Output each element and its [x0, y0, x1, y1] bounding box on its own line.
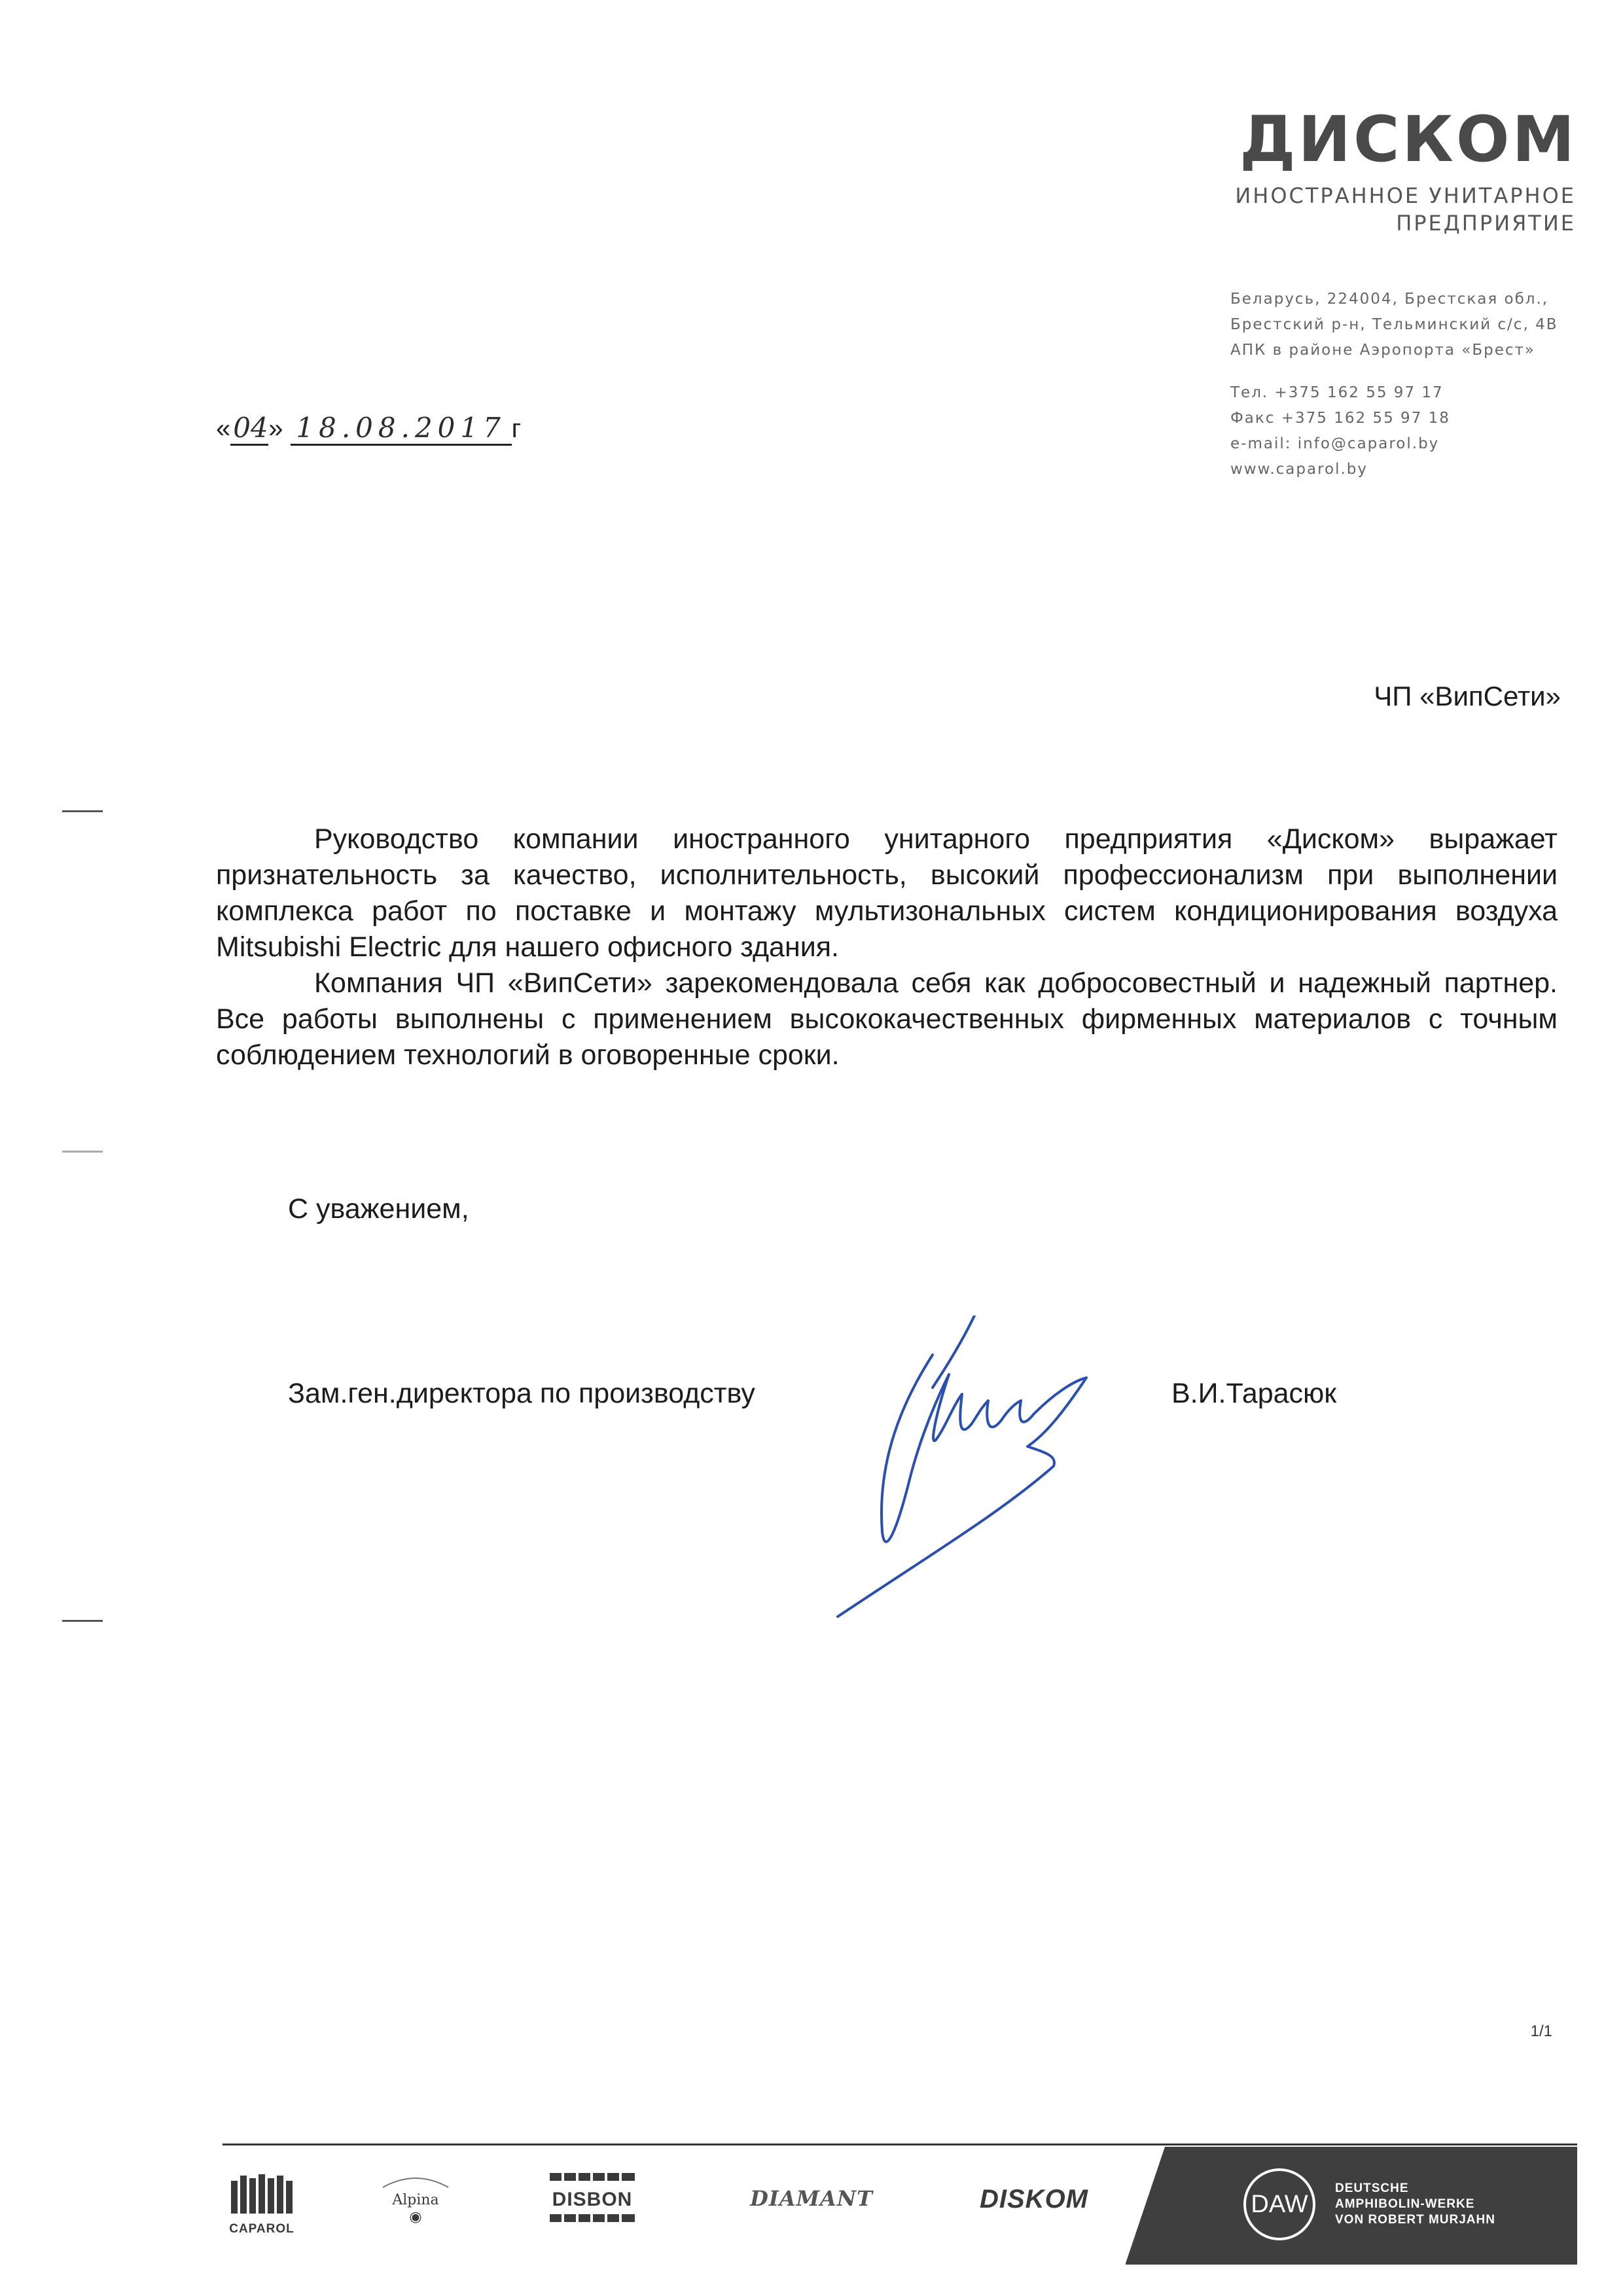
closing-phrase: С уважением, — [288, 1193, 469, 1225]
body-paragraph-2: Компания ЧП «ВипСети» зарекомендовала себя как добросовестный и надежный партнер. Все работы выполнены с применением высококачественных фирменных материалов с точным соблюдением технологий в оговоренные сроки. — [216, 967, 1558, 1071]
disbon-bottom-stripes-icon — [543, 2213, 641, 2225]
company-subtitle — [1235, 182, 1576, 237]
year-suffix: г — [511, 414, 522, 443]
disbon-top-stripes-icon — [543, 2172, 641, 2183]
handwritten-signature-icon — [805, 1316, 1171, 1630]
reference-number: 04 — [230, 412, 268, 446]
address-line: АПК в районе Аэропорта «Брест» — [1230, 342, 1536, 359]
spacer — [1230, 363, 1558, 380]
margin-tick — [62, 1151, 103, 1153]
brand-strip — [223, 2147, 1577, 2265]
margin-tick — [62, 810, 103, 812]
open-quote: « — [216, 414, 231, 443]
reference-date: 18.08.2017 — [291, 412, 512, 446]
address-line: Брестский р-н, Тельминский с/с, 4В — [1230, 316, 1558, 333]
brand-diamant: DIAMANT — [750, 2186, 873, 2211]
daw-line: DEUTSCHE — [1335, 2181, 1409, 2195]
phone-text: Тел. +375 162 55 97 17 — [1230, 384, 1444, 401]
recipient: ЧП «ВипСети» — [1374, 681, 1561, 711]
daw-line: AMPHIBOLIN-WERKE — [1335, 2197, 1475, 2211]
company-subtitle-line2: ПРЕДПРИЯТИЕ — [1396, 211, 1576, 236]
company-subtitle-line1: ИНОСТРАННОЕ УНИТАРНОЕ — [1235, 183, 1576, 208]
brand-diskom: DISKOM — [980, 2185, 1088, 2214]
email-text: e-mail: info@caparol.by — [1230, 435, 1440, 452]
daw-logo-icon: DAW — [1243, 2168, 1315, 2240]
caparol-label: CAPAROL — [229, 2222, 294, 2236]
signer-position: Зам.ген.директора по производству — [288, 1378, 755, 1409]
disbon-label: DISBON — [552, 2189, 633, 2210]
body-paragraph-1: Руководство компании иностранного унитарного предприятия «Диском» выражает признательность за качество, исполнительность, высокий профессионализм при выполнении комплекса работ по поставке и монтажу мультизональных систем кондиционирования воздуха Mitsubishi Electric для нашего офисного здания. — [216, 823, 1558, 963]
caparol-logo-icon — [226, 2173, 298, 2219]
footer-divider — [223, 2144, 1577, 2145]
brand-disbon — [543, 2172, 641, 2228]
letter-body — [216, 821, 1558, 1073]
alpina-dot-icon: ◉ — [409, 2208, 422, 2225]
margin-tick — [62, 1620, 103, 1622]
daw-company-text — [1335, 2181, 1495, 2228]
daw-line: VON ROBERT MURJAHN — [1335, 2213, 1495, 2227]
page-number: 1/1 — [1530, 2022, 1552, 2040]
contact-block — [1230, 287, 1558, 482]
company-logo-name: ДИСКОМ — [1240, 103, 1577, 176]
reference-date-line — [216, 412, 521, 446]
signer-name: В.И.Тарасюк — [1171, 1378, 1337, 1409]
close-quote: » — [268, 414, 283, 443]
address-line: Беларусь, 224004, Брестская обл., — [1230, 291, 1549, 308]
brand-caparol — [223, 2173, 301, 2236]
website-text: www.caparol.by — [1230, 461, 1368, 478]
alpina-label: Alpina — [392, 2192, 439, 2208]
brand-alpina — [380, 2173, 452, 2225]
alpina-arc-icon — [380, 2173, 452, 2189]
fax-text: Факс +375 162 55 97 18 — [1230, 410, 1450, 427]
